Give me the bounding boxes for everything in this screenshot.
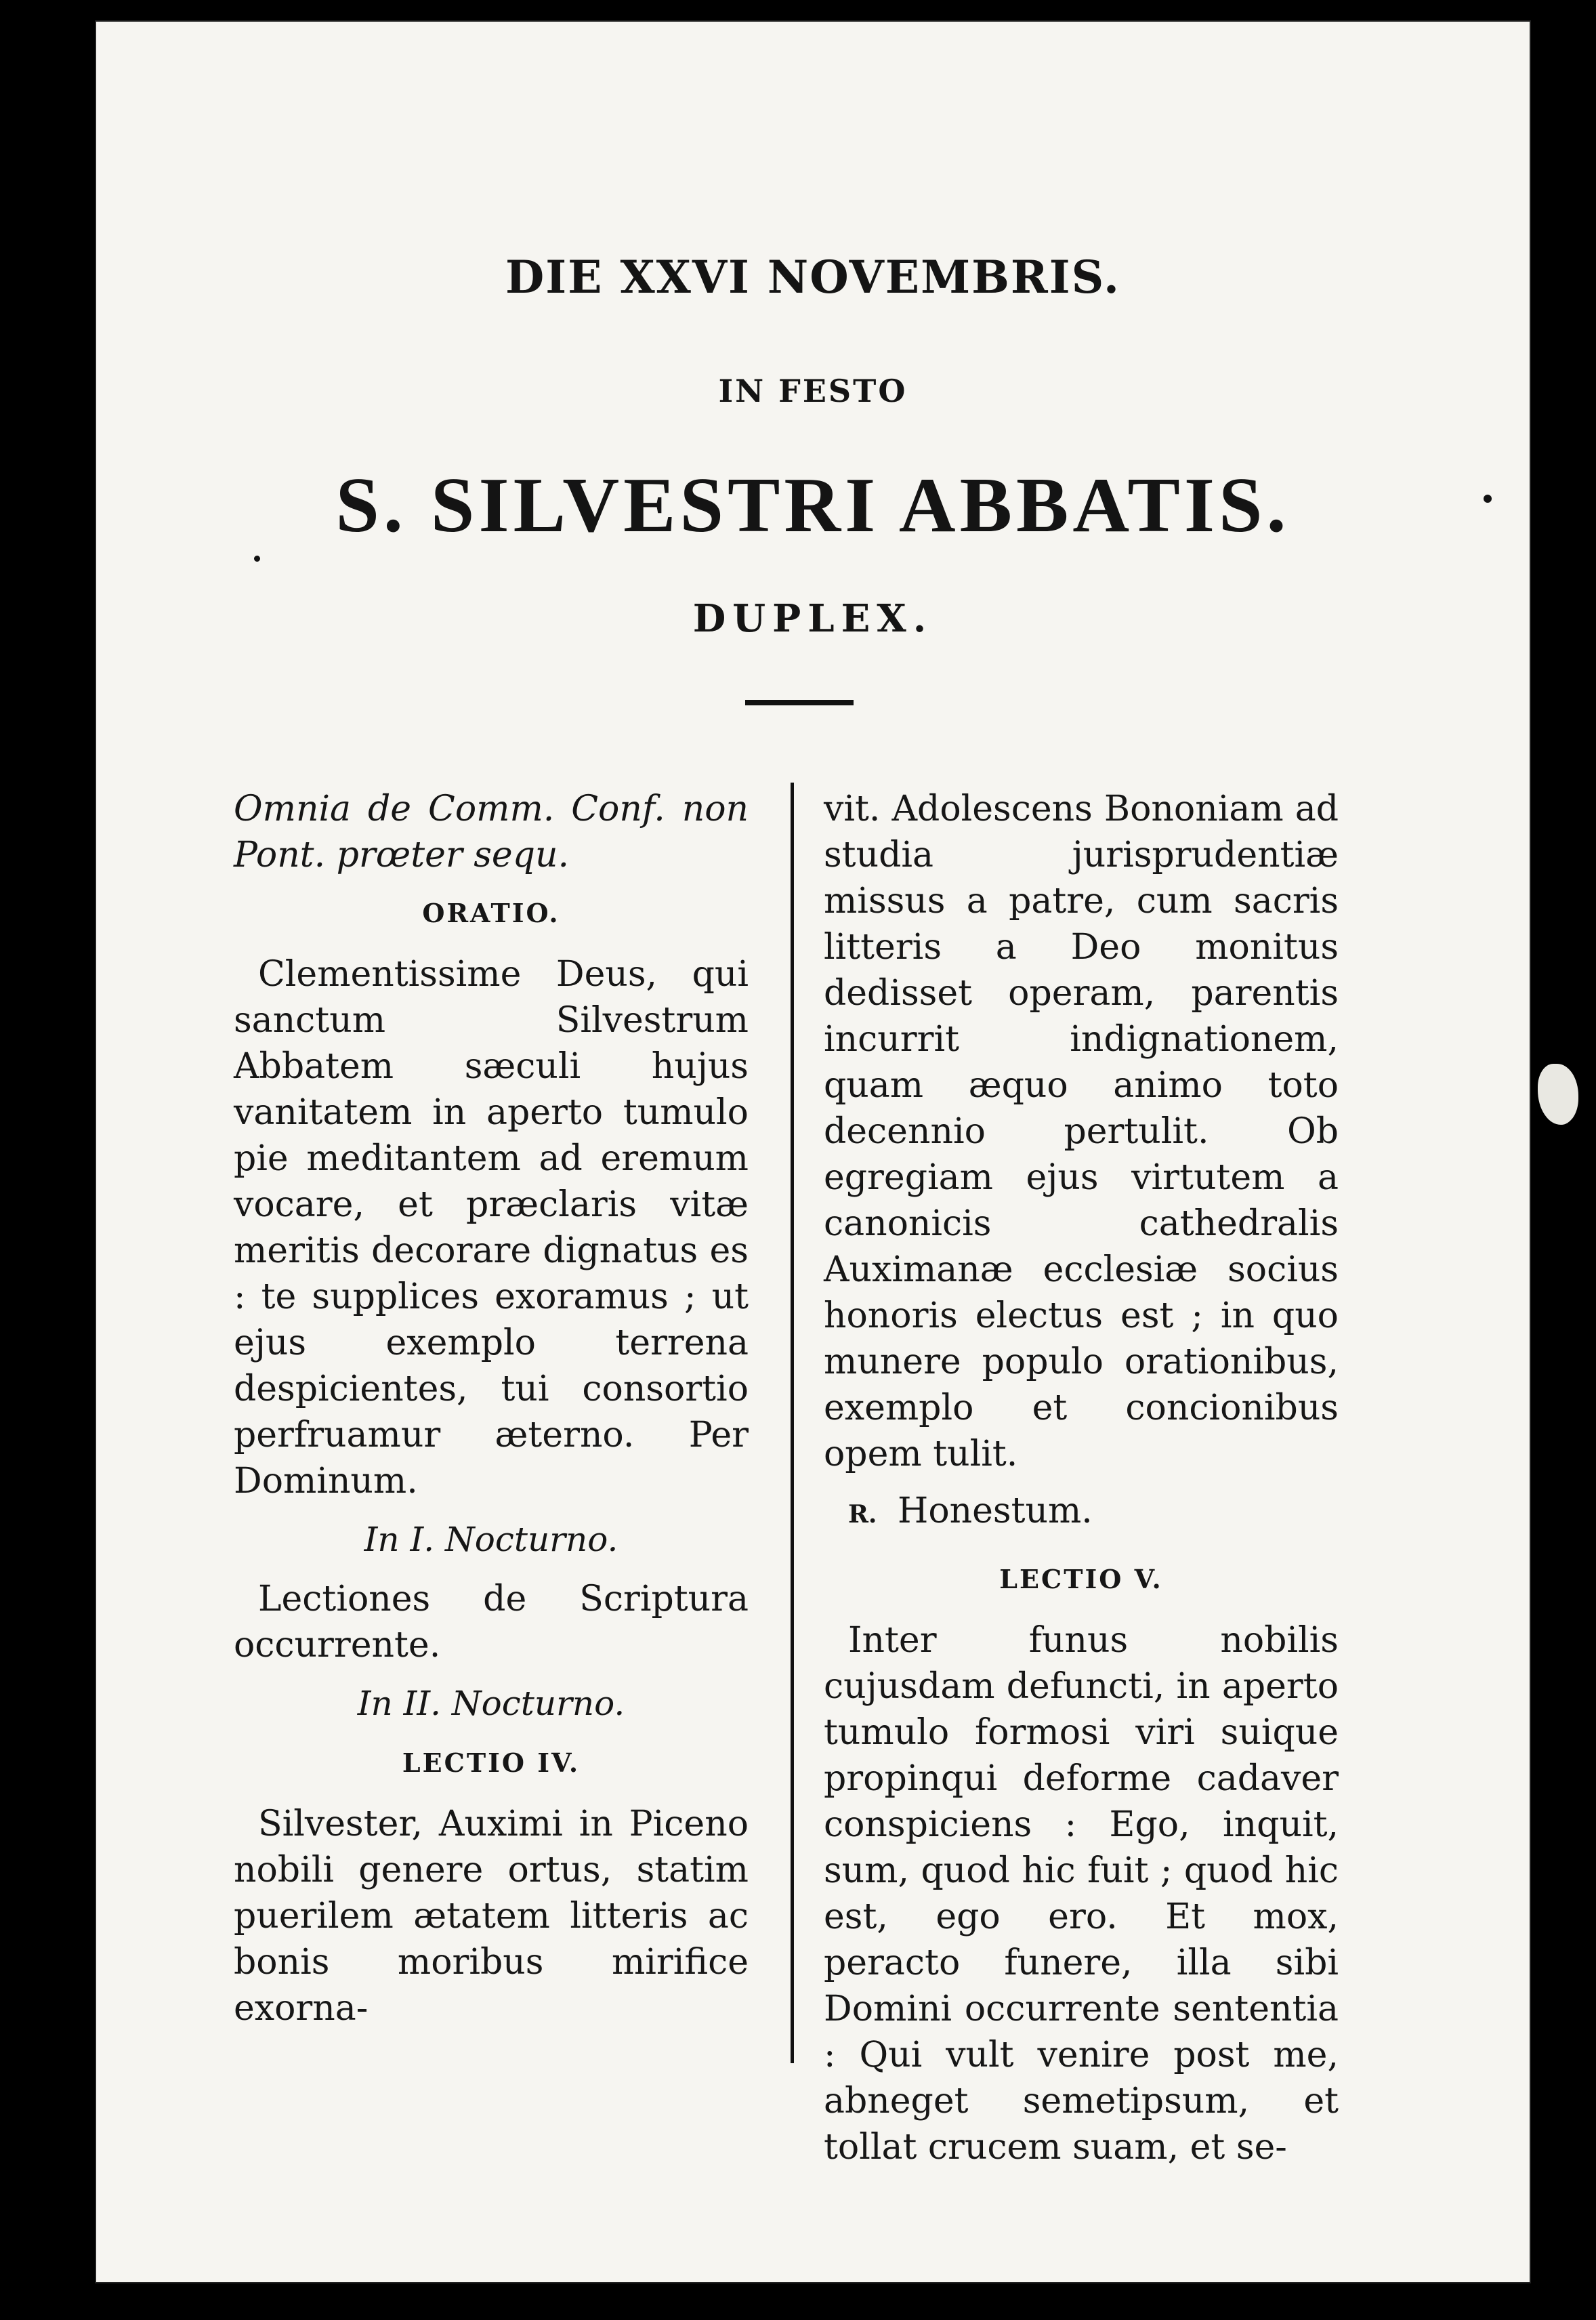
lectio-4-text-part1: Silvester, Auximi in Piceno nobili genere ortus, statim puerilem ætatem litteris ac bonis moribus mirifice exorna- — [234, 1804, 749, 2029]
in-festo-label: IN FESTO — [718, 373, 908, 409]
feast-title: S. SILVESTRI ABBATIS. — [335, 462, 1290, 549]
lectio-5-text: Inter funus nobilis cujusdam defuncti, in aperto tumulo formosi viri suique propinqui deforme cadaver conspiciens : Ego, inquit, sum, quod hic fuit ; quod hic est, ego ero. Et mox, peracto funere, illa sibi Domini occurrente sententia : Qui vult venire post me, abneget semetipsum, et tollat crucem suam, et se- — [824, 1620, 1339, 2168]
book-page — [95, 20, 1531, 2283]
oratio-heading: ORATIO. — [422, 898, 560, 928]
lectio-5-heading: LECTIO V. — [999, 1564, 1163, 1594]
nocturn-2-heading: In II. Nocturno. — [357, 1684, 625, 1723]
lectio-4-heading: LECTIO IV. — [402, 1747, 581, 1778]
left-column — [234, 786, 749, 2042]
responsory-mark: R. — [848, 1500, 877, 1529]
liturgical-rank: DUPLEX. — [692, 596, 933, 641]
column-divider — [791, 783, 794, 2063]
nocturn-1-text: Lectiones de Scriptura occurrente. — [234, 1579, 749, 1665]
lectio-4-text-part2: vit. Adolescens Bononiam ad studia jurisprudentiæ missus a patre, cum sacris litteris a Deo monitus dedisset operam, parentis incurrit indignationem, quam æquo animo toto decennio pertulit. Ob egregiam ejus virtutem a canonicis cathedralis Auximanæ ecclesiæ socius honoris electus est ; in quo munere populo orationibus, exemplo et concionibus opem tulit. — [824, 789, 1339, 1474]
nocturn-1-heading: In I. Nocturno. — [364, 1520, 618, 1559]
responsory — [848, 1488, 1339, 1537]
rubric: Omnia de Comm. Conf. non Pont. prœter sequ. — [234, 789, 749, 875]
ink-speck — [1484, 495, 1492, 503]
responsory-text: Honestum. — [897, 1491, 1093, 1531]
ink-speck — [254, 556, 260, 562]
title-rule — [745, 700, 854, 705]
right-column — [824, 786, 1339, 2181]
feast-date: DIE XXVI NOVEMBRIS. — [505, 251, 1120, 304]
paper-blot — [1538, 1064, 1578, 1125]
oratio-text: Clementissime Deus, qui sanctum Silvestrum Abbatem sæculi hujus vanitatem in aperto tumulo pie meditantem ad eremum vocare, et præclaris vitæ meritis decorare dignatus es : te supplices exoramus ; ut ejus exemplo terrena despicientes, tui consortio perfruamur æterno. Per Dominum. — [234, 954, 749, 1501]
